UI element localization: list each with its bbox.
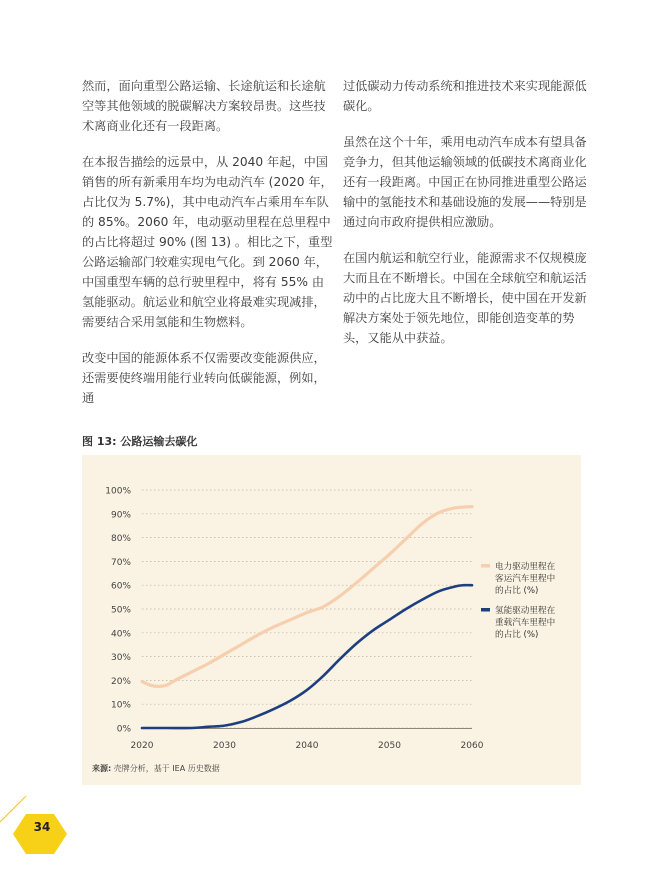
y-tick-label: 30% xyxy=(110,653,131,664)
text-column-left xyxy=(82,76,334,424)
text-column-right xyxy=(343,76,595,364)
y-tick-label: 40% xyxy=(110,629,131,640)
y-tick-label: 100% xyxy=(105,486,131,497)
source-text: 壳牌分析，基于 IEA 历史数据 xyxy=(113,764,220,773)
line-chart xyxy=(82,455,581,785)
paragraph-left-1: 然而，面向重型公路运输、长途航运和长途航空等其他领域的脱碳解决方案较昂贵。这些技术离商业化还有一段距离。 xyxy=(82,79,326,133)
y-tick-label: 10% xyxy=(110,700,131,711)
legend-label: 电力驱动里程在 xyxy=(495,562,556,572)
paragraph-left-2: 在本报告描绘的远景中，从 2040 年起，中国销售的所有新乘用车均为电动汽车 (2020 年，占比仅为 5.7%)，其中电动汽车占乘用车车队的 85%。2060 年，电动驱动里程在总里程中的占比将超过 90% (图 13) 。相比之下，重型公路运输部门较难实现电气化。到 2060 年，中国重型车辆的总行驶里程中，将有 55% 由氢能驱动。航运业和航空业将最难实现减排，需要结合采用氢能和生物燃料。 xyxy=(82,155,333,329)
page-number: 34 xyxy=(33,820,51,834)
y-tick-label: 50% xyxy=(110,605,131,616)
paragraph-right-3: 在国内航运和航空行业，能源需求不仅规模庞大而且在不断增长。中国在全球航空和航运活动中的占比庞大且不断增长，使中国在开发新解决方案处于领先地位，即能创造变革的势头，又能从中获益。 xyxy=(343,251,587,345)
y-tick-label: 90% xyxy=(110,510,131,521)
x-tick-label: 2030 xyxy=(213,741,236,751)
x-tick-label: 2020 xyxy=(130,741,154,751)
legend-label: 重载汽车里程中 xyxy=(495,618,556,628)
legend-label: 客运汽车里程中 xyxy=(495,574,556,584)
paragraph-right-1: 过低碳动力传动系统和推进技术来实现能源低碳化。 xyxy=(343,79,587,113)
x-tick-label: 2040 xyxy=(295,741,319,751)
chart-panel xyxy=(82,455,581,785)
legend-label: 的占比 (%) xyxy=(495,586,539,596)
y-tick-label: 0% xyxy=(116,724,131,735)
figure-title: 图 13: 公路运输去碳化 xyxy=(82,435,198,448)
paragraph-left-3: 改变中国的能源体系不仅需要改变能源供应，还需要使终端用能行业转向低碳能源，例如，通 xyxy=(82,351,326,405)
legend-swatch-2 xyxy=(481,608,490,612)
x-tick-label: 2050 xyxy=(378,741,401,751)
corner-accent-line xyxy=(0,796,26,822)
legend-label: 的占比 (%) xyxy=(495,630,539,640)
y-tick-label: 20% xyxy=(110,676,131,687)
y-tick-label: 70% xyxy=(110,557,131,568)
legend-swatch-1 xyxy=(481,564,490,568)
legend-label: 氢能驱动里程在 xyxy=(495,606,556,616)
x-tick-label: 2060 xyxy=(460,741,484,751)
paragraph-right-2: 虽然在这个十年，乘用电动汽车成本有望具备竞争力，但其他运输领域的低碳技术离商业化还有一段距离。中国正在协同推进重型公路运输中的氢能技术和基础设施的发展——特别是通过向市政府提供相应激励。 xyxy=(343,135,587,229)
source-label: 来源: xyxy=(92,764,112,773)
series-line-1 xyxy=(142,507,472,687)
y-tick-label: 80% xyxy=(110,534,131,545)
y-tick-label: 60% xyxy=(110,581,131,592)
figure-source xyxy=(92,763,220,774)
